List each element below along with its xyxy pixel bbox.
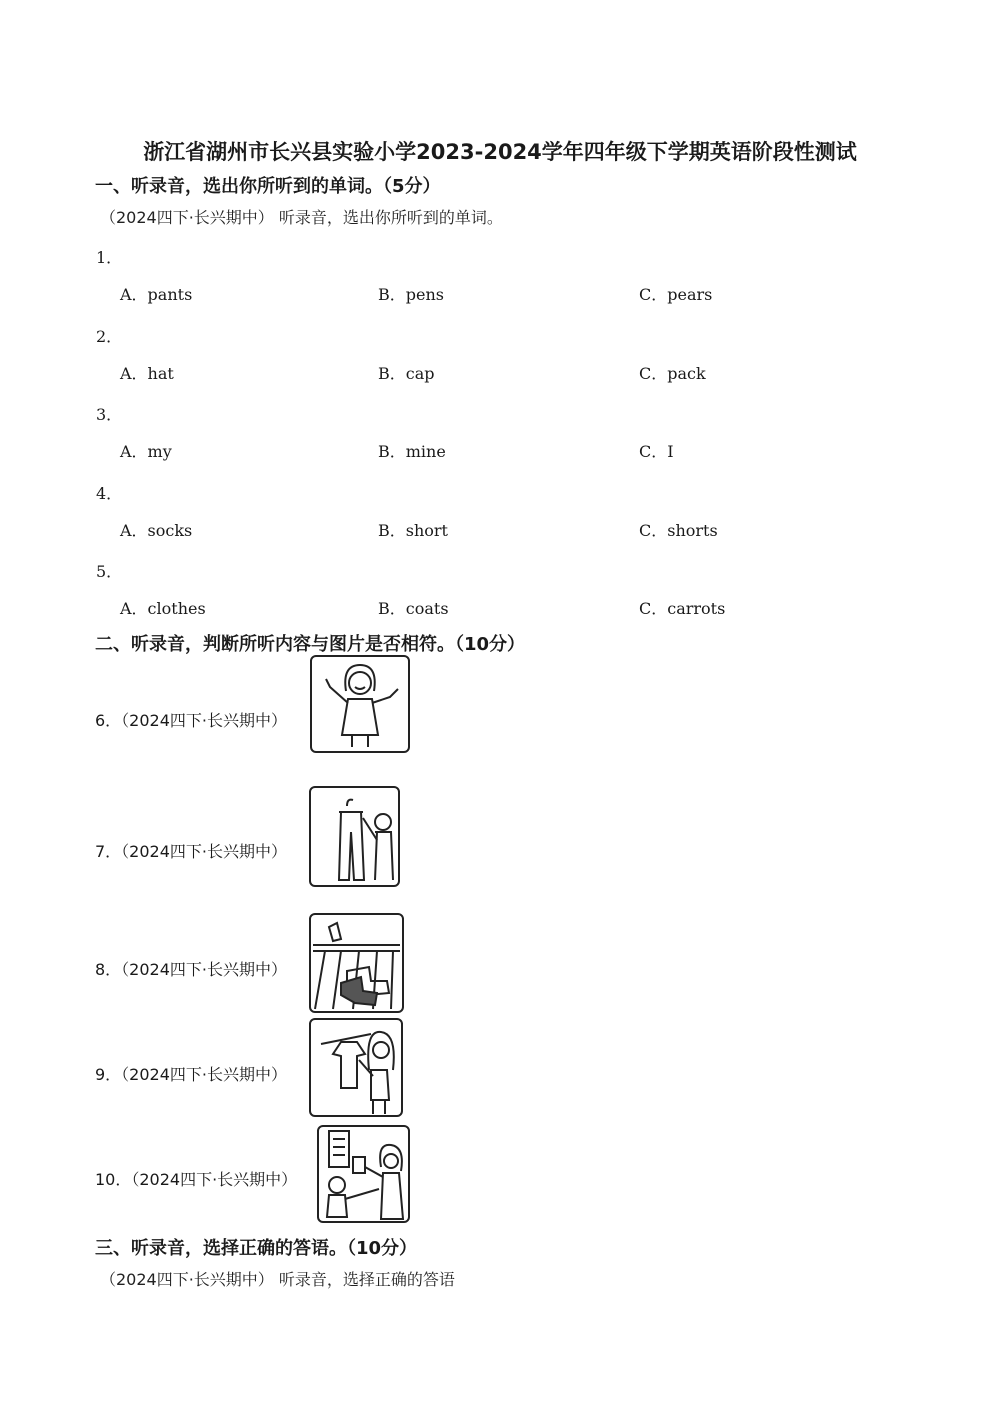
q3-option-c[interactable]: C．I [639, 442, 674, 461]
page-title: 浙江省湖州市长兴县实验小学2023-2024学年四年级下学期英语阶段性测试 [143, 140, 857, 164]
q3-number: 3． [96, 405, 123, 424]
girl-dress-picture [310, 655, 410, 753]
q5-option-c[interactable]: C．carrots [639, 599, 726, 618]
girl-shirt-picture [309, 1018, 403, 1117]
section2-heading: 二、听录音，判断所听内容与图片是否相符。（10分） [95, 634, 526, 655]
section1-source: （2024四下·长兴期中） 听录音，选出你所听到的单词。 [100, 208, 503, 227]
q8-label: 8．（2024四下·长兴期中） [95, 960, 287, 979]
socks-picture [309, 913, 404, 1013]
q10-label: 10．（2024四下·长兴期中） [95, 1170, 298, 1189]
q5-number: 5． [96, 562, 123, 581]
q7-label: 7．（2024四下·长兴期中） [95, 842, 287, 861]
q2-option-b[interactable]: B．cap [378, 364, 435, 383]
q1-number: 1． [96, 248, 123, 267]
q1-option-b[interactable]: B．pens [378, 285, 444, 304]
boy-pants-picture [309, 786, 400, 887]
q1-option-c[interactable]: C．pears [639, 285, 713, 304]
children-pointing-picture [317, 1125, 410, 1223]
q4-option-c[interactable]: C．shorts [639, 521, 718, 540]
q2-number: 2． [96, 327, 123, 346]
q3-option-a[interactable]: A．my [120, 442, 172, 461]
section3-heading: 三、听录音，选择正确的答语。（10分） [95, 1238, 418, 1259]
section3-source: （2024四下·长兴期中） 听录音，选择正确的答语 [100, 1270, 455, 1289]
q3-option-b[interactable]: B．mine [378, 442, 446, 461]
q1-option-a[interactable]: A．pants [120, 285, 193, 304]
q5-option-b[interactable]: B．coats [378, 599, 449, 618]
q5-option-a[interactable]: A．clothes [120, 599, 206, 618]
q4-option-b[interactable]: B．short [378, 521, 448, 540]
q2-option-c[interactable]: C．pack [639, 364, 706, 383]
q4-option-a[interactable]: A．socks [120, 521, 193, 540]
q4-number: 4． [96, 484, 123, 503]
q2-option-a[interactable]: A．hat [120, 364, 174, 383]
q6-label: 6．（2024四下·长兴期中） [95, 711, 287, 730]
q9-label: 9．（2024四下·长兴期中） [95, 1065, 287, 1084]
section1-heading: 一、听录音，选出你所听到的单词。（5分） [95, 176, 441, 197]
